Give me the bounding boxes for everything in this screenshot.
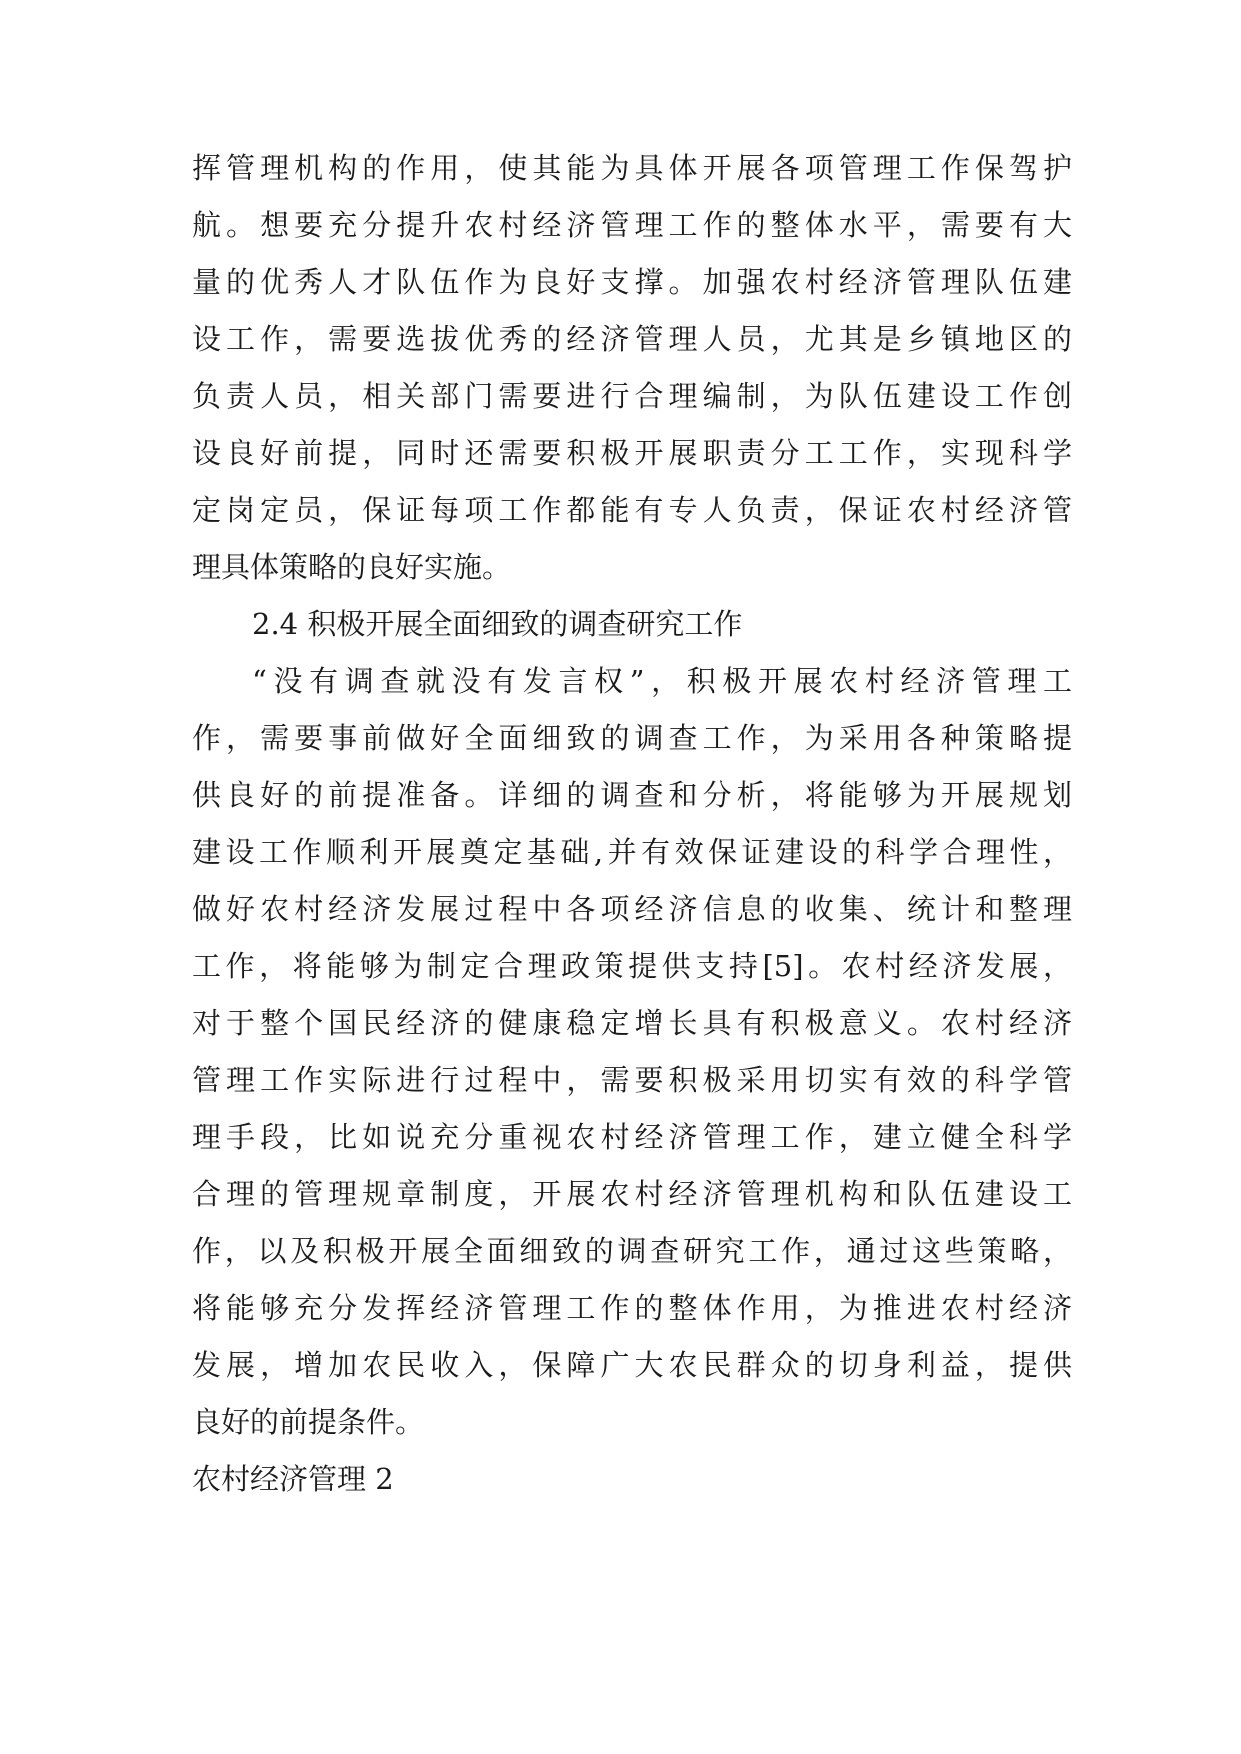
paragraph-1-line-2: 航。想要充分提升农村经济管理工作的整体水平，需要有大 bbox=[192, 208, 1072, 242]
paragraph-2-line-10: 合理的管理规章制度，开展农村经济管理机构和队伍建设工 bbox=[192, 1177, 1072, 1211]
paragraph-2-line-12: 将能够充分发挥经济管理工作的整体作用，为推进农村经济 bbox=[192, 1291, 1072, 1325]
paragraph-1-line-4: 设工作，需要选拔优秀的经济管理人员，尤其是乡镇地区的 bbox=[192, 322, 1072, 356]
paragraph-1-line-6: 设良好前提，同时还需要积极开展职责分工工作，实现科学 bbox=[192, 436, 1072, 470]
next-article-title: 农村经济管理 2 bbox=[192, 1462, 394, 1496]
paragraph-2-line-4: 建设工作顺利开展奠定基础,并有效保证建设的科学合理性， bbox=[192, 835, 1072, 869]
paragraph-2-line-8: 管理工作实际进行过程中，需要积极采用切实有效的科学管 bbox=[192, 1063, 1072, 1097]
paragraph-2-line-13: 发展，增加农民收入，保障广大农民群众的切身利益，提供 bbox=[192, 1348, 1072, 1382]
paragraph-2-line-6: 工作，将能够为制定合理政策提供支持[5]。农村经济发展， bbox=[192, 949, 1072, 983]
paragraph-2-line-9: 理手段，比如说充分重视农村经济管理工作，建立健全科学 bbox=[192, 1120, 1072, 1154]
paragraph-1-line-7: 定岗定员，保证每项工作都能有专人负责，保证农村经济管 bbox=[192, 493, 1072, 527]
paragraph-2-line-11: 作，以及积极开展全面细致的调查研究工作，通过这些策略， bbox=[192, 1234, 1072, 1268]
paragraph-2-line-2: 作，需要事前做好全面细致的调查工作，为采用各种策略提 bbox=[192, 721, 1072, 755]
paragraph-1-line-1: 挥管理机构的作用，使其能为具体开展各项管理工作保驾护 bbox=[192, 151, 1072, 185]
paragraph-1-line-8: 理具体策略的良好实施。 bbox=[192, 550, 512, 584]
paragraph-2-line-1: “没有调查就没有发言权”，积极开展农村经济管理工 bbox=[252, 664, 1072, 698]
paragraph-1-line-5: 负责人员，相关部门需要进行合理编制，为队伍建设工作创 bbox=[192, 379, 1072, 413]
paragraph-2-line-3: 供良好的前提准备。详细的调查和分析，将能够为开展规划 bbox=[192, 778, 1072, 812]
section-heading: 2.4 积极开展全面细致的调查研究工作 bbox=[252, 607, 743, 641]
paragraph-2-line-7: 对于整个国民经济的健康稳定增长具有积极意义。农村经济 bbox=[192, 1006, 1072, 1040]
paragraph-2-line-5: 做好农村经济发展过程中各项经济信息的收集、统计和整理 bbox=[192, 892, 1072, 926]
paragraph-2-line-14: 良好的前提条件。 bbox=[192, 1405, 425, 1439]
paragraph-1-line-3: 量的优秀人才队伍作为良好支撑。加强农村经济管理队伍建 bbox=[192, 265, 1072, 299]
